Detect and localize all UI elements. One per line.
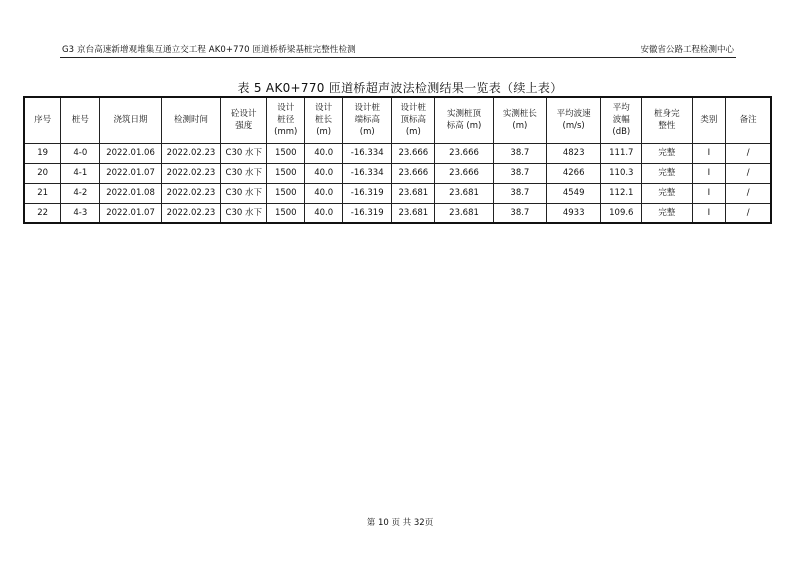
- cell-measured-top: 23.681: [435, 203, 493, 223]
- header-line: 类别: [700, 115, 718, 126]
- header-cell: [61, 97, 100, 143]
- header-line: 桩身完: [654, 109, 680, 120]
- cell-test-date: 2022.02.23: [161, 183, 220, 203]
- cell-strength: C30 水下: [221, 183, 267, 203]
- header-line: 实测桩长: [502, 109, 537, 120]
- cell-remark: /: [726, 163, 771, 183]
- header-divider: [60, 57, 736, 58]
- cell-diameter: 1500: [267, 203, 305, 223]
- document-header-organization: 安徽省公路工程检测中心: [640, 45, 734, 55]
- cell-pile: 4-3: [61, 203, 100, 223]
- header-line: (dB): [612, 127, 631, 138]
- cell-velocity: 4823: [547, 143, 601, 163]
- table-title: 表 5 AK0+770 匝道桥超声波法检测结果一览表（续上表）: [237, 81, 563, 95]
- table-row: [24, 163, 771, 183]
- header-cell: [493, 97, 546, 143]
- cell-pour-date: 2022.01.07: [100, 163, 161, 183]
- cell-tip-elevation: -16.319: [343, 183, 392, 203]
- header-line: 平均: [612, 103, 630, 114]
- cell-measured-top: 23.666: [435, 163, 493, 183]
- header-cell: [692, 97, 726, 143]
- cell-no: 22: [24, 203, 61, 223]
- cell-top-elevation: 23.681: [392, 203, 435, 223]
- header-cell: [435, 97, 493, 143]
- cell-remark: /: [726, 183, 771, 203]
- header-line: (m): [512, 121, 528, 132]
- header-line: (m): [405, 127, 421, 138]
- cell-test-date: 2022.02.23: [161, 143, 220, 163]
- table-row: [24, 183, 771, 203]
- header-line: 砼设计: [231, 109, 257, 120]
- header-line: 备注: [739, 115, 757, 126]
- cell-remark: /: [726, 203, 771, 223]
- header-line: 波幅: [612, 115, 630, 126]
- header-line: 桩长: [315, 115, 333, 126]
- cell-strength: C30 水下: [221, 203, 267, 223]
- document-header-project: G3 京台高速新增观堆集互通立交工程 AK0+770 匝道桥桥梁基桩完整性检测: [62, 45, 356, 55]
- cell-velocity: 4933: [547, 203, 601, 223]
- header-line: 实测桩顶: [447, 109, 482, 120]
- ultrasonic-results-table: [23, 96, 772, 224]
- header-cell: [547, 97, 601, 143]
- cell-pile: 4-1: [61, 163, 100, 183]
- cell-category: I: [692, 163, 726, 183]
- header-line: 序号: [34, 115, 52, 126]
- cell-strength: C30 水下: [221, 143, 267, 163]
- header-line: (m): [359, 127, 375, 138]
- cell-diameter: 1500: [267, 143, 305, 163]
- cell-strength: C30 水下: [221, 163, 267, 183]
- header-cell: [305, 97, 343, 143]
- cell-integrity: 完整: [642, 143, 692, 163]
- cell-tip-elevation: -16.334: [343, 143, 392, 163]
- header-cell: [221, 97, 267, 143]
- header-line: 标高 (m): [446, 121, 482, 132]
- header-line: 检测时间: [173, 115, 208, 126]
- cell-pile: 4-0: [61, 143, 100, 163]
- cell-top-elevation: 23.681: [392, 183, 435, 203]
- cell-remark: /: [726, 143, 771, 163]
- cell-diameter: 1500: [267, 183, 305, 203]
- cell-velocity: 4266: [547, 163, 601, 183]
- header-line: 设计: [277, 103, 295, 114]
- cell-no: 21: [24, 183, 61, 203]
- cell-measured-length: 38.7: [493, 163, 546, 183]
- header-line: 顶标高: [400, 115, 427, 126]
- cell-no: 20: [24, 163, 61, 183]
- cell-amplitude: 111.7: [601, 143, 642, 163]
- cell-tip-elevation: -16.334: [343, 163, 392, 183]
- cell-measured-length: 38.7: [493, 203, 546, 223]
- cell-pour-date: 2022.01.06: [100, 143, 161, 163]
- page-number-footer: 第 10 页 共 32页: [366, 518, 434, 528]
- header-line: 平均波速: [556, 109, 591, 120]
- header-cell: [642, 97, 692, 143]
- cell-test-date: 2022.02.23: [161, 203, 220, 223]
- cell-velocity: 4549: [547, 183, 601, 203]
- cell-category: I: [692, 143, 726, 163]
- cell-length: 40.0: [305, 203, 343, 223]
- cell-top-elevation: 23.666: [392, 143, 435, 163]
- header-line: 整性: [658, 121, 676, 132]
- table-row: [24, 203, 771, 223]
- header-line: 强度: [235, 121, 253, 132]
- header-cell: [24, 97, 61, 143]
- cell-integrity: 完整: [642, 203, 692, 223]
- cell-integrity: 完整: [642, 163, 692, 183]
- cell-test-date: 2022.02.23: [161, 163, 220, 183]
- cell-pour-date: 2022.01.07: [100, 203, 161, 223]
- header-line: 设计: [315, 103, 333, 114]
- header-line: (m/s): [562, 121, 585, 132]
- header-line: 浇筑日期: [113, 115, 148, 126]
- header-cell: [726, 97, 771, 143]
- cell-integrity: 完整: [642, 183, 692, 203]
- header-cell: [601, 97, 642, 143]
- cell-measured-top: 23.666: [435, 143, 493, 163]
- table-row: [24, 143, 771, 163]
- cell-length: 40.0: [305, 163, 343, 183]
- cell-measured-length: 38.7: [493, 183, 546, 203]
- cell-length: 40.0: [305, 143, 343, 163]
- cell-amplitude: 109.6: [601, 203, 642, 223]
- header-line: 桩号: [71, 115, 89, 126]
- cell-measured-top: 23.681: [435, 183, 493, 203]
- header-line: 桩径: [277, 115, 295, 126]
- header-cell: [267, 97, 305, 143]
- cell-pile: 4-2: [61, 183, 100, 203]
- cell-amplitude: 112.1: [601, 183, 642, 203]
- header-cell: [392, 97, 435, 143]
- cell-diameter: 1500: [267, 163, 305, 183]
- cell-amplitude: 110.3: [601, 163, 642, 183]
- cell-no: 19: [24, 143, 61, 163]
- cell-category: I: [692, 183, 726, 203]
- table-header-row: [24, 97, 771, 143]
- cell-tip-elevation: -16.319: [343, 203, 392, 223]
- cell-category: I: [692, 203, 726, 223]
- header-line: (m): [316, 127, 332, 138]
- cell-length: 40.0: [305, 183, 343, 203]
- header-line: 设计桩: [400, 103, 427, 114]
- cell-measured-length: 38.7: [493, 143, 546, 163]
- header-line: 设计桩: [354, 103, 380, 114]
- cell-top-elevation: 23.666: [392, 163, 435, 183]
- header-cell: [100, 97, 161, 143]
- header-cell: [161, 97, 220, 143]
- cell-pour-date: 2022.01.08: [100, 183, 161, 203]
- header-cell: [343, 97, 392, 143]
- header-line: (mm): [274, 127, 298, 138]
- header-line: 端标高: [354, 115, 380, 126]
